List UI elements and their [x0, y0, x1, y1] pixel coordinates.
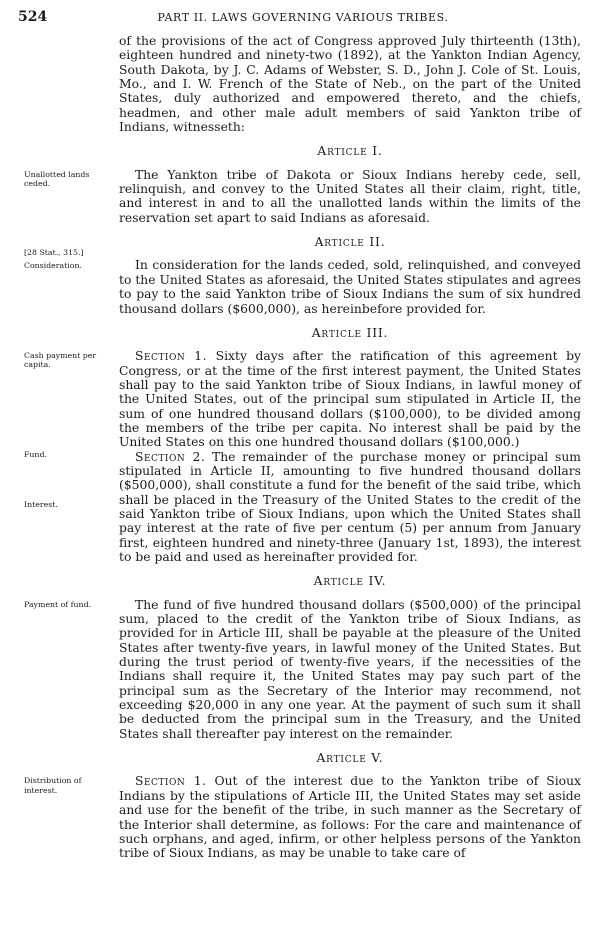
article-1-heading: Article I. — [317, 144, 383, 159]
section-text: Sixty days after the ratification of this agreement by Congress, or at the time of the first interest payment, the United States shall pay to the said Yankton tribe of Sioux Indians, in lawful money of the United States, out of the principal sum stipulated in Article II, the sum of one hundred thousand dollars ($100,000), to be divided among the members of the tribe per capita. No interest shall be paid by the United States on this one hundred thousand dollars ($100,000.) — [119, 349, 581, 450]
margin-note-cash-payment: Cash payment per capita. — [24, 351, 97, 370]
intro-paragraph: of the provisions of the act of Congress approved July thirteenth (13th), eighteen hundred and ninety-two (1892), at the Yankton Indian Agency, South Dakota, by J. C. Adams of Webster, S. D., John J. Cole of St. Louis, Mo., and I. W. French of the State of Neb., on the part of the United States, duly authorized and empowered thereto, and the chiefs, headmen, and other male adult members of said Yankton tribe of Indians, witnesseth: — [119, 34, 581, 135]
article-2-block — [24, 235, 581, 316]
article-3-section-2-block — [24, 449, 581, 565]
page-body — [0, 34, 600, 861]
article-1-text: The Yankton tribe of Dakota or Sioux Indians hereby cede, sell, relinquish, and convey to the United States all their claim, right, title, and interest in and to all the unallotted lands within the limits of the reservation set apart to said Indians as aforesaid. — [119, 167, 581, 225]
section-text: Out of the interest due to the Yankton tribe of Sioux Indians by the stipulations of Article III, the United States may set aside and use for the benefit of the tribe, in such manner as the Secretary of the Interior shall determine, as follows: For the care and maintenance of such orphans, and aged, infirm, or other helpless persons of the Yankton tribe of Sioux Indians, as may be unable to take care of — [119, 774, 581, 861]
article-1-block — [24, 167, 581, 225]
margin-note-fund: Fund. — [24, 449, 47, 459]
section-label: Section 1. — [135, 774, 207, 789]
margin-note-consideration: Consideration. — [24, 261, 82, 271]
article-5-section-1 — [119, 774, 581, 860]
main-text — [24, 34, 581, 861]
article-2-text: In consideration for the lands ceded, sold, relinquished, and conveyed to the United States as aforesaid, the United States stipulates and agrees to pay to the said Yankton tribe of Sioux Indians the sum of six hundred thousand dollars ($600,000), as hereinbefore provided for. — [119, 258, 581, 316]
margin-note-unallotted: Unallotted lands ceded. — [24, 169, 90, 188]
article-2-heading: Article II. — [314, 235, 386, 250]
article-3-section-2 — [119, 450, 581, 565]
margin-note-interest: Interest. — [24, 499, 58, 509]
margin-note-payment-of-fund: Payment of fund. — [24, 599, 92, 609]
article-5-section-1-block — [24, 774, 581, 861]
article-4-heading: Article IV. — [313, 574, 387, 589]
article-3-heading: Article III. — [311, 325, 389, 340]
margin-note-stat-ref: [28 Stat., 315.] — [24, 248, 84, 258]
page-header — [18, 9, 588, 27]
section-label: Section 1. — [135, 349, 208, 364]
page-number: 524 — [18, 9, 48, 25]
running-title: PART II. LAWS GOVERNING VARIOUS TRIBES. — [157, 11, 449, 24]
article-3-section-1-block — [24, 349, 581, 450]
article-5-heading: Article V. — [316, 751, 384, 766]
section-text: The remainder of the purchase money or principal sum stipulated in Article II, amounting to five hundred thousand dollars ($500,000), shall constitute a fund for the benefit of the said tribe, which shall be placed in the Treasury of the United States to the credit of the said Yankton tribe of Sioux Indians, upon which the United States shall pay interest at the rate of five per centum (5) per annum from January first, eighteen hundred and ninety-three (January 1st, 1893), the interest to be paid and used as hereinafter provided for. — [119, 449, 581, 564]
article-4-block — [24, 597, 581, 741]
article-4-text: The fund of five hundred thousand dollars ($500,000) of the principal sum, placed to the credit of the Yankton tribe of Sioux Indians, as provided for in Article III, shall be payable at the pleasure of the United States after twenty-five years, in lawful money of the United States. But during the trust period of twenty-five years, if the necessities of the Indians shall require it, the United States may pay such part of the principal sum as the Secretary of the Interior may recommend, not exceeding $20,000 in any one year. At the payment of such sum it shall be deducted from the principal sum in the Treasury, and the United States shall thereafter pay interest on the remainder. — [119, 597, 581, 741]
section-label: Section 2. — [135, 449, 206, 464]
margin-note-distribution: Distribution of interest. — [24, 776, 82, 795]
article-3-section-1 — [119, 349, 581, 449]
